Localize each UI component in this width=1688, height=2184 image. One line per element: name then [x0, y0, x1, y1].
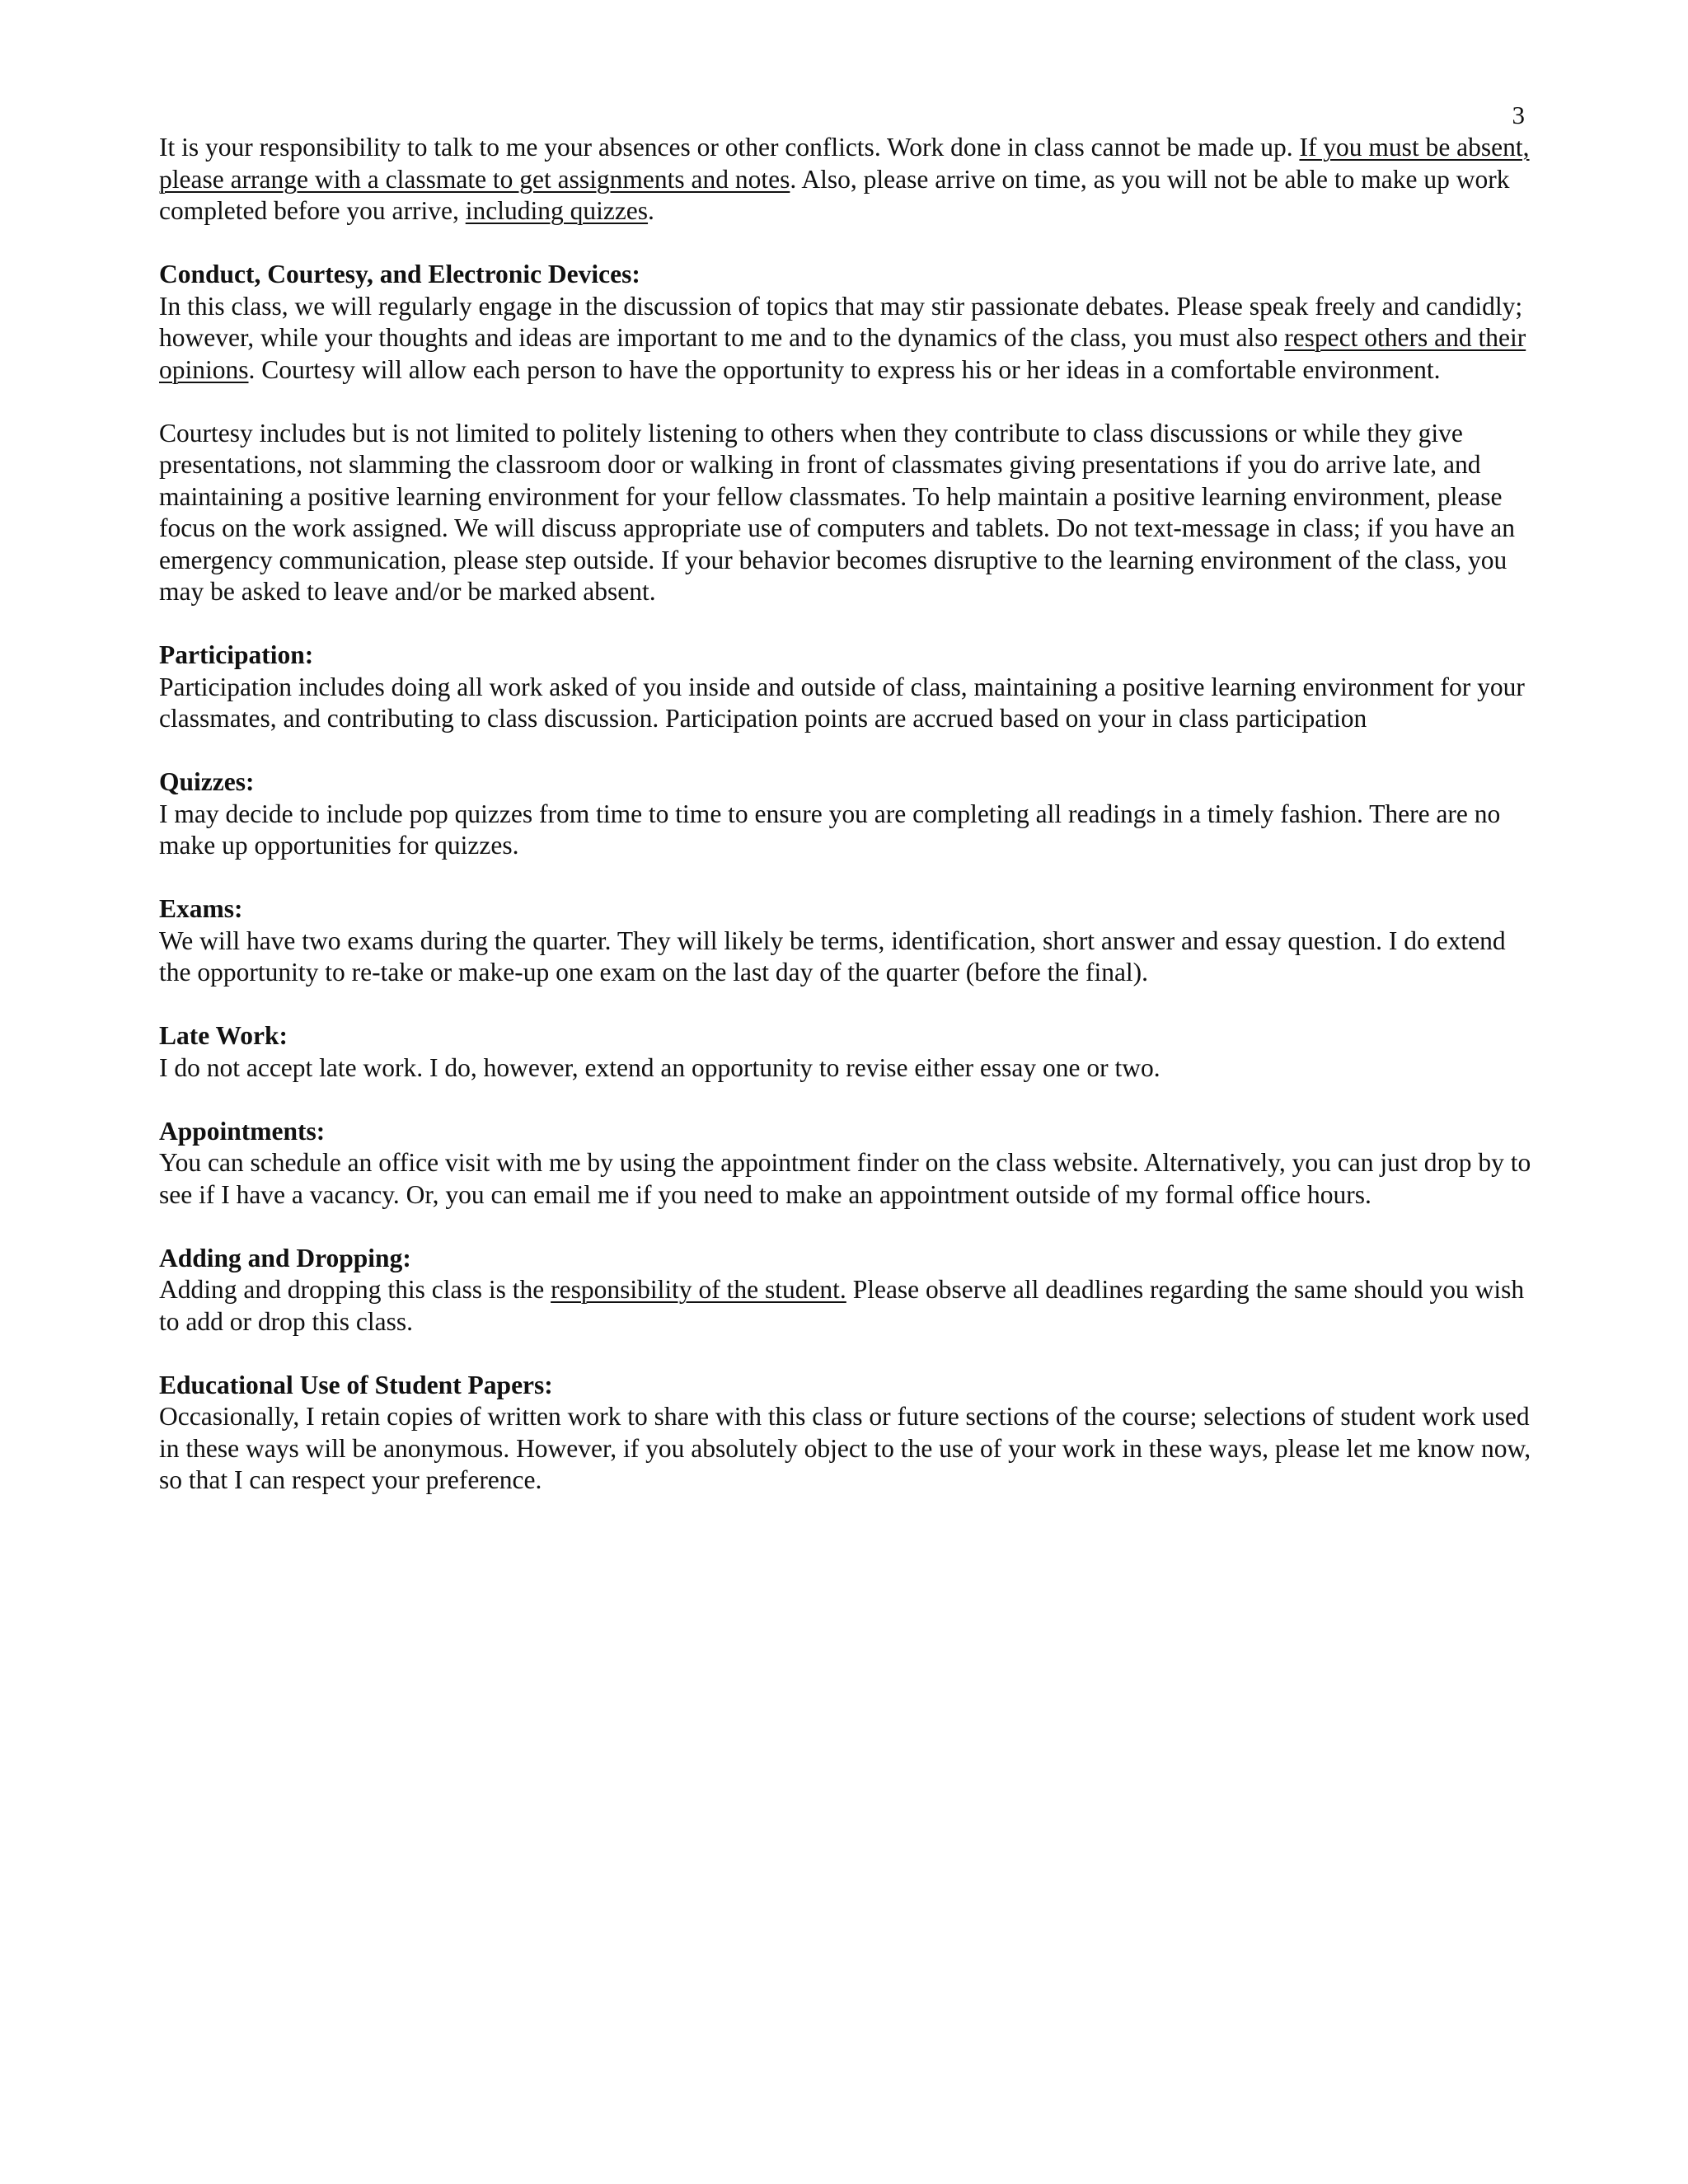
conduct-text-1: In this class, we will regularly engage in the discussion of topics that may stir passionate debates. Please speak freely and candidly; however, while your thoughts and ideas are important to me and to the dynamics of the class, you must also: [159, 291, 1523, 352]
page-number: 3: [1512, 101, 1525, 129]
conduct-paragraph-1: [159, 291, 1532, 387]
conduct-text-2: . Courtesy will allow each person to have the opportunity to express his or her ideas in a comfortable environment.: [248, 354, 1441, 384]
exams-paragraph: We will have two exams during the quarter. They will likely be terms, identification, short answer and essay question. I do extend the opportunity to re-take or make-up one exam on the last day of the quarter (before the final).: [159, 926, 1506, 987]
participation-paragraph: Participation includes doing all work asked of you inside and outside of class, maintaining a positive learning environment for your classmates, and contributing to class discussion. Participation points are accrued based on your in class participation: [159, 672, 1525, 733]
conduct-underlined-respect: respect others and their opinions: [159, 323, 1526, 384]
late-work-section: [159, 1020, 1532, 1084]
late-work-paragraph: I do not accept late work. I do, however, extend an opportunity to revise either essay one or two.: [159, 1052, 1160, 1082]
educational-use-section: [159, 1370, 1532, 1497]
adding-dropping-text-2: Please observe all deadlines regarding the same should you wish to add or drop this class.: [159, 1275, 1525, 1336]
appointments-section: [159, 1116, 1532, 1212]
attendance-underlined-absence-note: If you must be absent, please arrange with a classmate to get assignments and notes: [159, 133, 1530, 194]
participation-section: [159, 640, 1532, 735]
attendance-text-1: It is your responsibility to talk to me your absences or other conflicts. Work done in class cannot be made up.: [159, 133, 1300, 162]
courtesy-paragraph: Courtesy includes but is not limited to politely listening to others when they contribute to class discussions or while they give presentations, not slamming the classroom door or walking in front of classmates giving presentations if you do arrive late, and maintaining a positive learning environment for your fellow classmates. To help maintain a positive learning environment, please focus on the work assigned. We will discuss appropriate use of computers and tablets. Do not text-message in class; if you have an emergency communication, please step outside. If your behavior becomes disruptive to the learning environment of the class, you may be asked to leave and/or be marked absent.: [159, 418, 1515, 606]
attendance-section: [159, 132, 1532, 227]
participation-heading: Participation:: [159, 640, 314, 669]
document-body: [159, 132, 1532, 1528]
conduct-section: [159, 259, 1532, 386]
exams-section: [159, 893, 1532, 989]
attendance-text-3: .: [648, 196, 654, 225]
adding-dropping-paragraph: [159, 1274, 1532, 1338]
late-work-heading: Late Work:: [159, 1021, 288, 1050]
adding-dropping-section: [159, 1243, 1532, 1338]
attendance-text-2: . Also, please arrive on time, as you will not be able to make up work completed before you arrive,: [159, 164, 1510, 225]
attendance-underlined-quizzes: including quizzes: [465, 196, 649, 225]
educational-use-paragraph: Occasionally, I retain copies of written work to share with this class or future sections of the course; selections of student work used in these ways will be anonymous. However, if you absolutely object to the use of your work in these ways, please let me know now, so that I can respect your preference.: [159, 1402, 1531, 1494]
appointments-heading: Appointments:: [159, 1116, 326, 1146]
quizzes-paragraph: I may decide to include pop quizzes from time to time to ensure you are completing all readings in a timely fashion. There are no make up opportunities for quizzes.: [159, 799, 1501, 860]
educational-use-heading: Educational Use of Student Papers:: [159, 1370, 553, 1399]
appointments-paragraph: You can schedule an office visit with me by using the appointment finder on the class website. Alternatively, you can just drop by to see if I have a vacancy. Or, you can email me if you need to make an appointment outside of my formal office hours.: [159, 1148, 1531, 1209]
adding-dropping-text-1: Adding and dropping this class is the: [159, 1275, 551, 1304]
quizzes-heading: Quizzes:: [159, 767, 255, 796]
attendance-paragraph: [159, 132, 1532, 227]
courtesy-section: [159, 418, 1532, 608]
conduct-heading: Conduct, Courtesy, and Electronic Devices:: [159, 260, 640, 288]
exams-heading: Exams:: [159, 894, 243, 923]
adding-dropping-underlined-responsibility: responsibility of the student.: [551, 1275, 846, 1304]
quizzes-section: [159, 766, 1532, 862]
adding-dropping-heading: Adding and Dropping:: [159, 1243, 411, 1272]
